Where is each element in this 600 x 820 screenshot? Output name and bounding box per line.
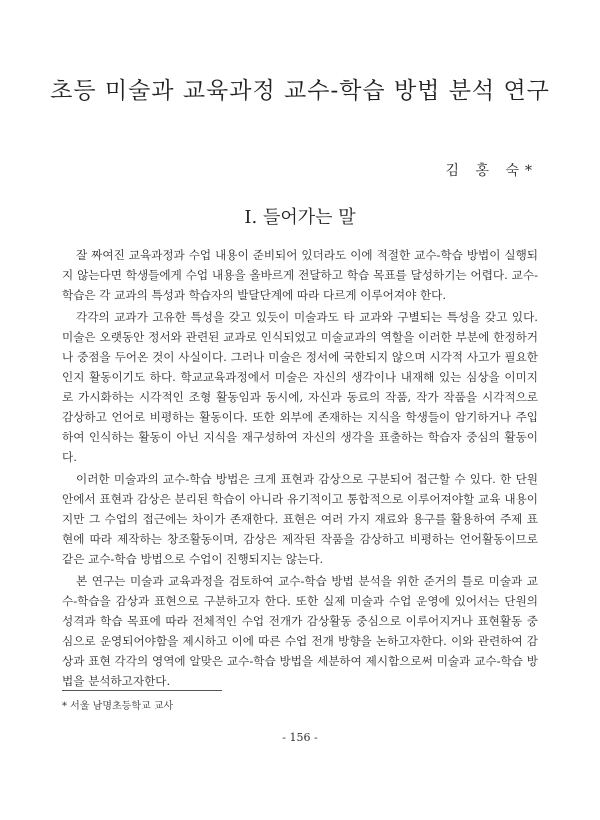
paragraph-1: 잘 짜여진 교육과정과 수업 내용이 준비되어 있더라도 이에 적절한 교수-학습 방법이 실행되지 않는다면 학생들에게 수업 내용을 올바르게 전달하고 학습 목표를 달성하기는 어렵다. 교수-학습은 각 교과의 특성과 학습자의 발달단계에 따라 다르게 이루어져야 한다.	[62, 248, 538, 302]
paragraph-4: 본 연구는 미술과 교육과정을 검토하여 교수-학습 방법 분석을 위한 준거의 틀로 미술과 교수-학습을 감상과 표현으로 구분하고자 한다. 또한 실제 미술과 수업 운영에 있어서는 단원의 성격과 학습 목표에 따라 전체적인 수업 전개가 감상활동 중심으로 이루어지거나 표현활동 중심으로 운영되어야함을 제시하고 이에 따른 수업 전개 방향을 논하고자한다. 이와 관련하여 감상과 표현 각각의 영역에 알맞은 교수-학습 방법을 세분하여 제시함으로써 미술과 교수-학습 방법을 분석하고자한다.	[62, 574, 538, 688]
footnote-divider	[62, 690, 222, 691]
paragraph-2: 각각의 교과가 고유한 특성을 갖고 있듯이 미술과도 타 교과와 구별되는 특성을 갖고 있다. 미술은 오랫동안 정서와 관련된 교과로 인식되었고 미술교과의 역할을 이러한 부분에 한정하거나 중점을 두어온 것이 사실이다. 그러나 미술은 정서에 국한되지 않으며 시각적 사고가 필요한 인지 활동이기도 하다. 학교교육과정에서 미술은 자신의 생각이나 내재해 있는 심상을 이미지로 가시화하는 시각적인 조형 활동임과 동시에, 자신과 동료의 작품, 작가 작품을 시각적으로 감상하고 언어로 비평하는 활동이다. 또한 외부에 존재하는 지식을 학생들이 암기하거나 주입하여 인식하는 활동이 아닌 지식을 재구성하여 자신의 생각을 표출하는 학습자 중심의 활동이다.	[62, 310, 538, 464]
page-number: - 156 -	[282, 731, 318, 744]
footnote: * 서울 남명초등학교 교사	[62, 701, 174, 712]
body-text	[62, 245, 538, 693]
paper-title: 초등 미술과 교육과정 교수-학습 방법 분석 연구	[50, 78, 550, 104]
section-heading: Ⅰ. 들어가는 말	[244, 207, 356, 228]
paragraph-3: 이러한 미술과의 교수-학습 방법은 크게 표현과 감상으로 구분되어 접근할 수 있다. 한 단원 안에서 표현과 감상은 분리된 학습이 아니라 유기적이고 통합적으로 이루어져야할 교육 내용이지만 그 수업의 접근에는 차이가 존재한다. 표현은 여러 가지 재료와 용구를 활용하여 주제 표현에 따라 제작하는 창조활동이며, 감상은 제작된 작품을 감상하고 비평하는 언어활동이므로 같은 교수-학습 방법으로 수업이 진행되지는 않는다.	[62, 472, 538, 566]
author-name: 김 홍 숙*	[445, 163, 538, 179]
